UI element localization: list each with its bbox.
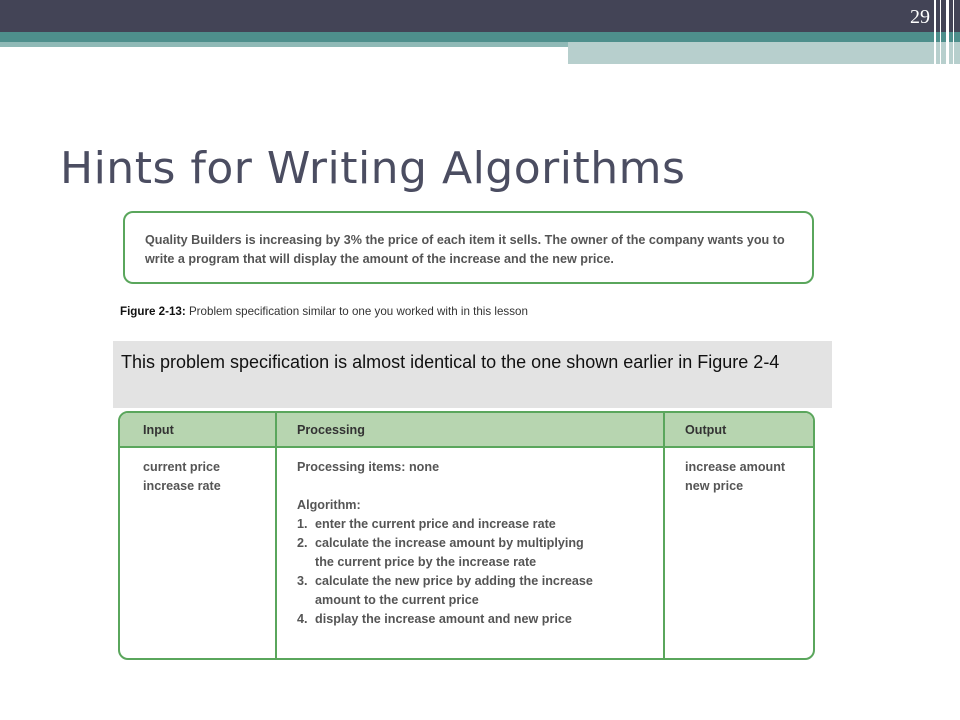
header-stripe: [946, 0, 949, 64]
slide-number: 29: [910, 6, 930, 28]
header-stripe: [940, 0, 941, 64]
header-processing: Processing: [297, 423, 365, 437]
algorithm-step: 1. enter the current price and increase rate: [297, 517, 556, 531]
figure-caption: [120, 305, 528, 318]
header-stripe: [934, 0, 936, 64]
header-band-light-right: [568, 42, 960, 64]
figure-caption-text: Problem specification similar to one you worked with in this lesson: [188, 305, 528, 318]
input-cell: [143, 458, 221, 496]
output-item: increase amount: [685, 460, 786, 474]
slide-title: Hints for Writing Algorithms: [60, 143, 686, 194]
header-input: Input: [143, 423, 174, 437]
header-band-teal: [0, 32, 960, 42]
header-output: Output: [685, 423, 727, 437]
input-item: current price: [143, 460, 220, 474]
algorithm-step: 4. display the increase amount and new price: [297, 612, 572, 626]
algorithm-step: 2. calculate the increase amount by multiplying: [297, 536, 584, 550]
figure-caption-label: Figure 2-13:: [120, 305, 186, 318]
column-divider: [663, 413, 665, 658]
header-band-dark: [0, 0, 960, 32]
header-stripe: [953, 0, 954, 64]
algorithm-step-continuation: amount to the current price: [315, 593, 479, 607]
problem-specification-box: [123, 211, 814, 284]
algorithm-step: 3. calculate the new price by adding the increase: [297, 574, 593, 588]
output-cell: [685, 458, 785, 496]
algorithm-step-continuation: the current price by the increase rate: [315, 555, 537, 569]
output-item: new price: [685, 479, 744, 493]
callout-note: This problem specification is almost identical to the one shown earlier in Figure 2-4: [113, 341, 832, 408]
input-item: increase rate: [143, 479, 221, 493]
ipo-chart: [118, 411, 815, 660]
problem-specification-text: Quality Builders is increasing by 3% the price of each item it sells. The owner of the company wants you to write a program that will display the amount of the increase and the new price.: [145, 233, 785, 266]
processing-cell: [297, 458, 593, 629]
algorithm-label: Algorithm:: [297, 498, 361, 512]
header-band-light-left: [0, 42, 568, 47]
column-divider: [275, 413, 277, 658]
processing-items: Processing items: none: [297, 460, 440, 474]
